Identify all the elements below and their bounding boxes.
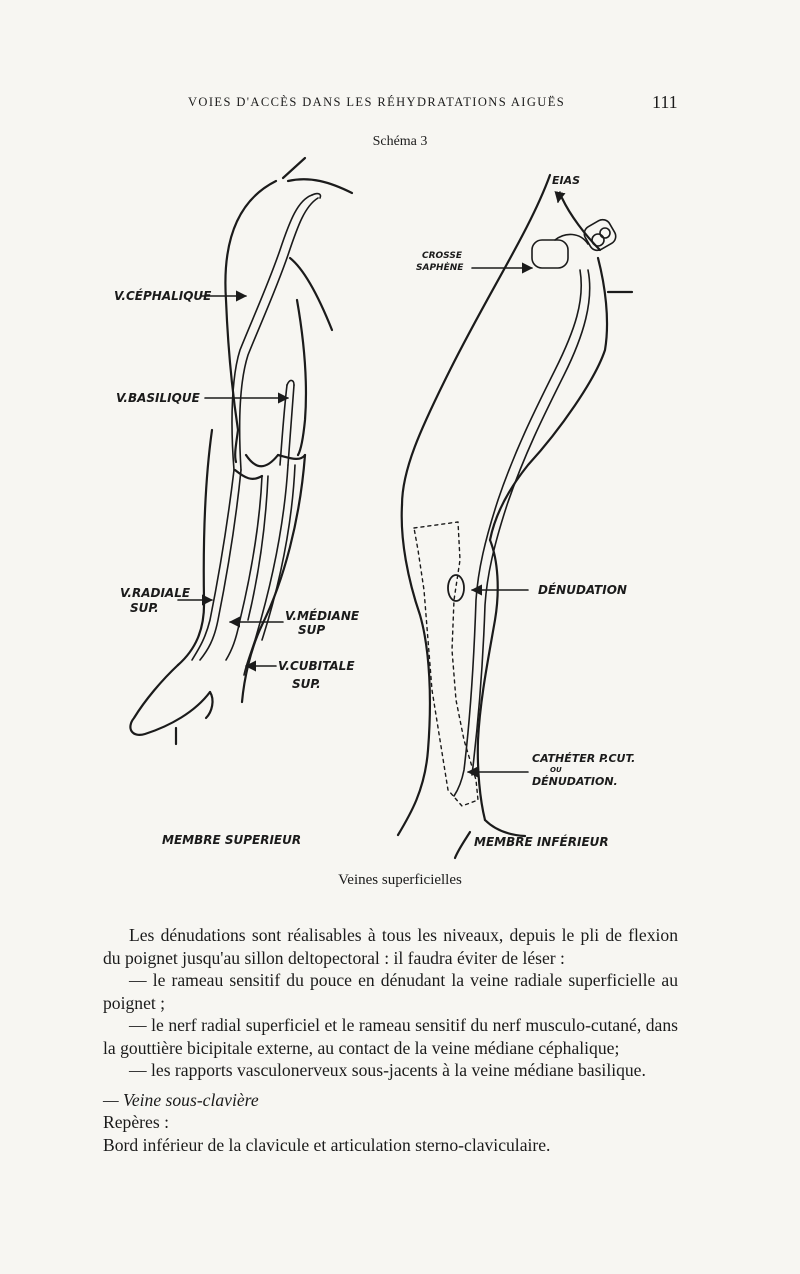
label-eias: EIAS [552,174,581,187]
paragraph: — les rapports vasculonerveux sous-jacents à la veine médiane basilique. [129,1060,646,1080]
paragraph: Bord inférieur de la clavicule et articulation sterno-claviculaire. [103,1134,551,1155]
body-text [103,924,678,1156]
label-catheter-denudation: DÉNUDATION. [532,775,618,788]
label-cubital: V.CUBITALE [278,659,355,673]
label-radial-sup: SUP. [130,601,159,615]
label-catheter: CATHÉTER P.CUT. [532,752,636,765]
arm-drawing [130,158,352,744]
paragraph: Repères : [103,1112,169,1132]
label-cephalic: V.CÉPHALIQUE [114,289,212,303]
label-membre-superieur: MEMBRE SUPERIEUR [162,833,302,847]
label-cubital-sup: SUP. [292,677,321,691]
label-median-sup: SUP [298,623,326,637]
section-heading: — Veine sous-clavière [103,1089,259,1110]
label-median: V.MÉDIANE [285,609,360,623]
figure-caption: Veines superficielles [338,872,462,888]
label-membre-inferieur: MEMBRE INFÉRIEUR [474,835,609,849]
label-saphene: SAPHÈNE [416,263,464,273]
page-number: 111 [652,92,678,112]
label-radial: V.RADIALE [120,586,191,600]
veins-figure [0,150,800,870]
label-basilic: V.BASILIQUE [116,391,200,405]
paragraph: — le rameau sensitif du pouce en dénudant la veine radiale superficielle au poignet ; [103,970,678,1013]
label-denudation: DÉNUDATION [538,583,627,597]
paragraph: — le nerf radial superficiel et le rameau sensitif du nerf musculo-cutané, dans la gouttière bicipitale externe, au contact de la veine médiane céphalique; [103,1015,678,1058]
label-ou: OU [550,766,562,774]
page-header [0,92,800,116]
running-head: VOIES D'ACCÈS DANS LES RÉHYDRATATIONS AIGUËS [188,95,566,109]
veins-illustration [0,150,800,870]
figure-title: Schéma 3 [372,134,428,149]
paragraph: Les dénudations sont réalisables à tous les niveaux, depuis le pli de flexion du poignet jusqu'au sillon deltopectoral : il faudra éviter de léser : [103,925,678,968]
label-crosse: CROSSE [422,251,462,261]
